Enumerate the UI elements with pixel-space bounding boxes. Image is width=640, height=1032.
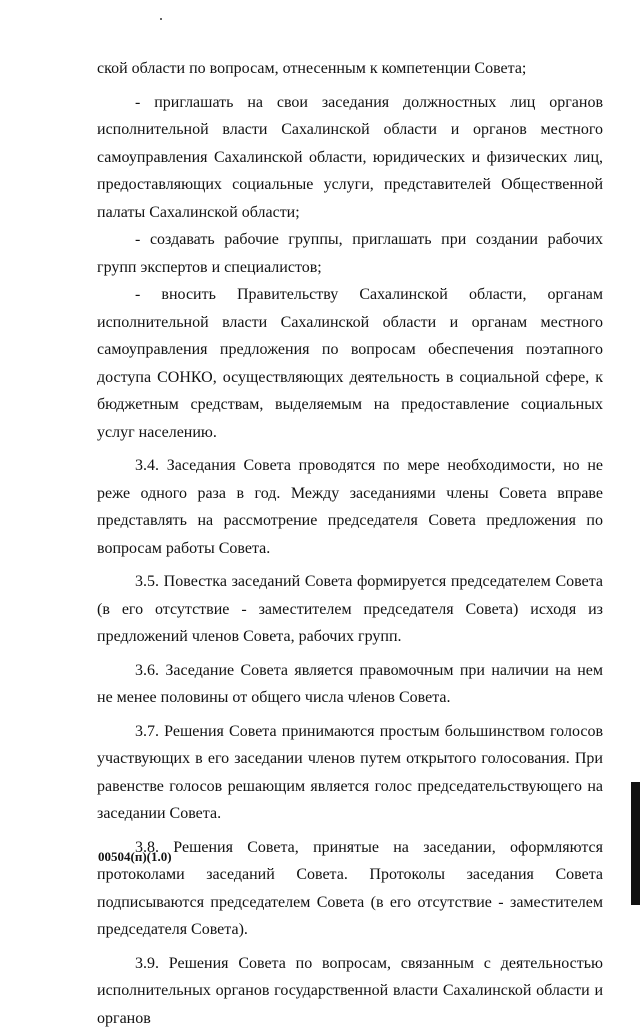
scan-edge-mark bbox=[631, 782, 640, 905]
document-body bbox=[97, 55, 603, 1032]
paragraph-continuation: ской области по вопросам, отнесенным к компетенции Совета; bbox=[97, 55, 603, 83]
paragraph-3-7: 3.7. Решения Совета принимаются простым большинством голосов участвующих в его заседании членов путем открытого голосования. При равенстве голосов решающим является голос председательствующего на заседании Совета. bbox=[97, 718, 603, 828]
paragraph-3-6: 3.6. Заседание Совета является правомочным при наличии на нем не менее половины от общего числа членов Совета. bbox=[97, 657, 603, 712]
paragraph-3-5: 3.5. Повестка заседаний Совета формируется председателем Совета (в его отсутствие - заместителем председателя Совета) исходя из предложений членов Совета, рабочих групп. bbox=[97, 568, 603, 651]
paragraph-invite-officials: - приглашать на свои заседания должностных лиц органов исполнительной власти Сахалинской области и органов местного самоуправления Сахалинской области, юридических и физических лиц, предоставляющих социальные услуги, представителей Общественной палаты Сахалинской области; bbox=[97, 89, 603, 227]
scan-speck bbox=[160, 18, 162, 20]
paragraph-working-groups: - создавать рабочие группы, приглашать при создании рабочих групп экспертов и специалистов; bbox=[97, 226, 603, 281]
paragraph-3-8: 3.8. Решения Совета, принятые на заседании, оформляются протоколами заседаний Совета. Протоколы заседания Совета подписываются председателем Совета (в его отсутствие - заместителем председателя Совета). bbox=[97, 834, 603, 944]
document-code: 00504(п)(1.0) bbox=[98, 849, 172, 865]
paragraph-3-4: 3.4. Заседания Совета проводятся по мере необходимости, но не реже одного раза в год. Между заседаниями члены Совета вправе представлять на рассмотрение председателя Совета предложения по вопросам работы Совета. bbox=[97, 452, 603, 562]
paragraph-proposals: - вносить Правительству Сахалинской области, органам исполнительной власти Сахалинской области и органам местного самоуправления предложения по вопросам обеспечения поэтапного доступа СОНКО, осуществляющих деятельность в социальной сфере, к бюджетным средствам, выделяемым на предоставление социальных услуг населению. bbox=[97, 281, 603, 446]
paragraph-3-9: 3.9. Решения Совета по вопросам, связанным с деятельностью исполнительных органов государственной власти Сахалинской области и органов bbox=[97, 950, 603, 1032]
